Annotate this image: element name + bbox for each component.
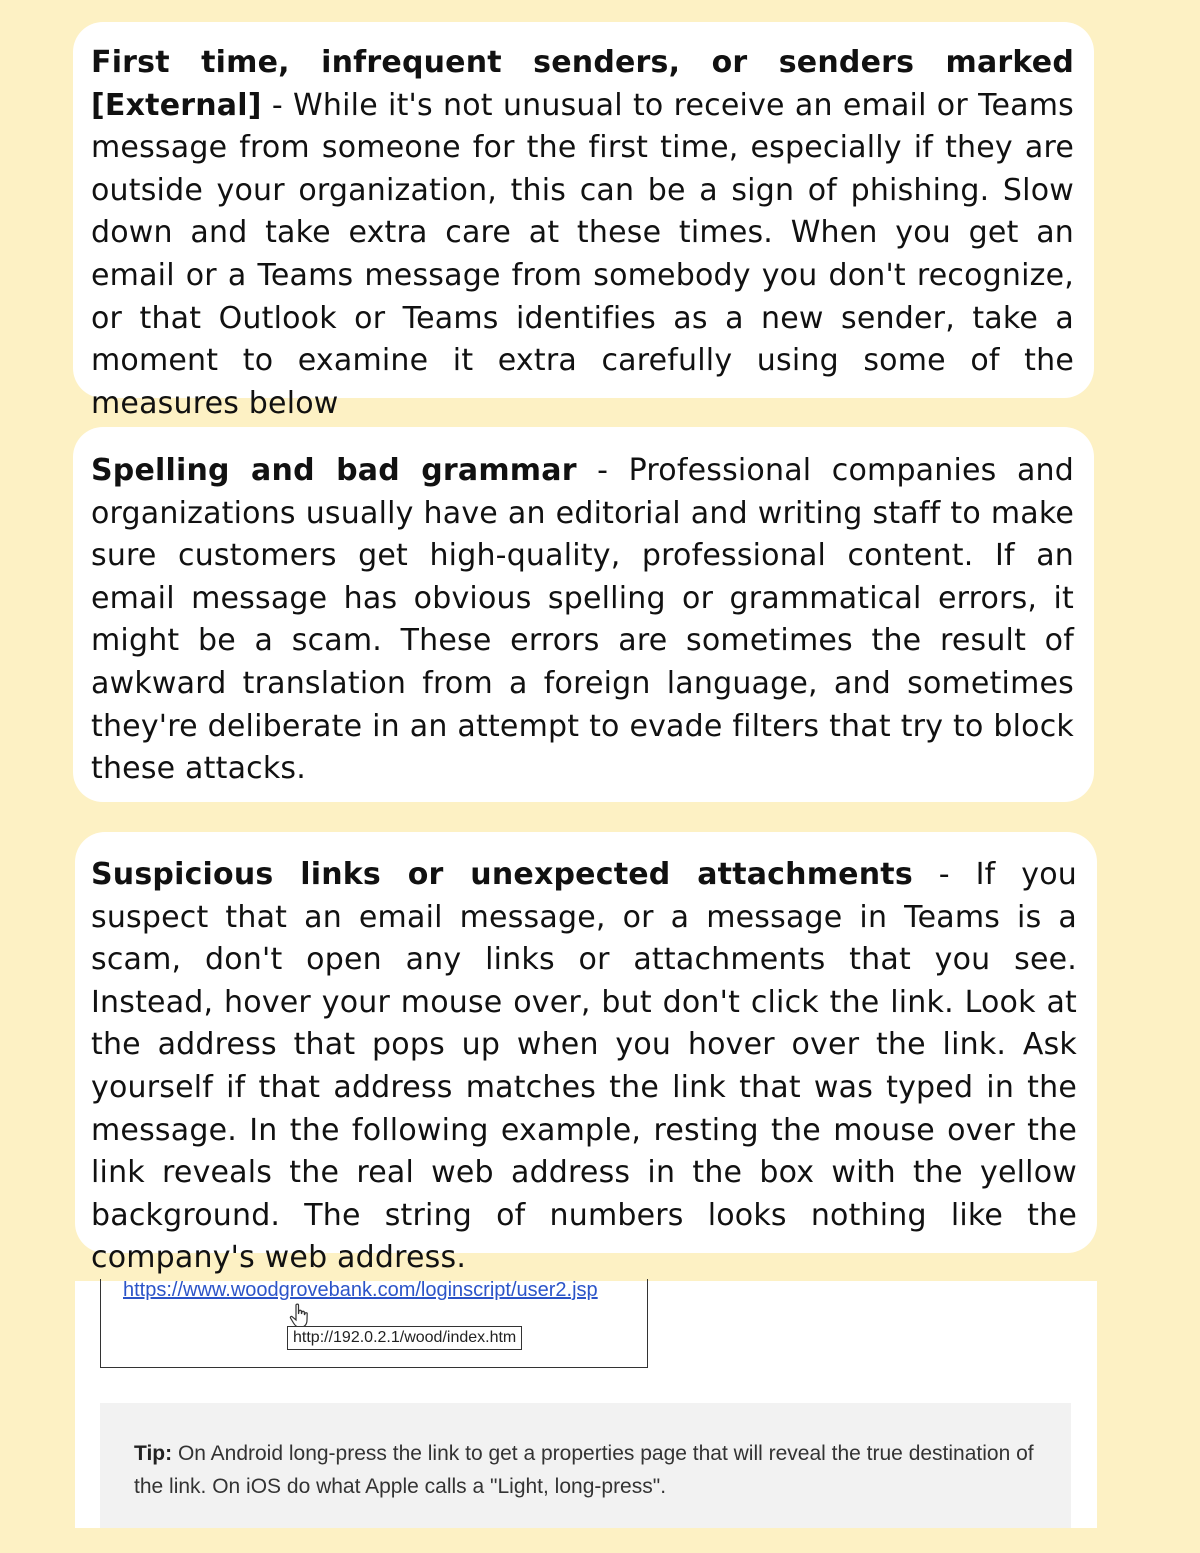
card-spelling-grammar <box>73 427 1094 802</box>
example-link[interactable]: https://www.woodgrovebank.com/loginscript/user2.jsp <box>123 1279 598 1301</box>
heading-spelling-grammar: Spelling and bad grammar <box>91 453 577 488</box>
example-screenshot <box>75 1281 1097 1528</box>
tip-label: Tip: <box>134 1442 173 1465</box>
body-spelling-grammar: - Professional companies and organizations usually have an editorial and writing staff to make sure customers get high-quality, professional content. If an email message has obvious spelling or grammatical errors, it might be a scam. These errors are sometimes the result of awkward translation from a foreign language, and sometimes they're deliberate in an attempt to evade filters that try to block these attacks. <box>91 453 1074 787</box>
paragraph-suspicious-links <box>91 854 1077 1280</box>
body-first-time-senders: - While it's not unusual to receive an email or Teams message from someone for the first time, especially if they are outside your organization, this can be a sign of phishing. Slow down and take extra care at these times. When you get an email or a Teams message from somebody you don't recognize, or that Outlook or Teams identifies as a new sender, take a moment to examine it extra carefully using some of the measures below <box>91 87 1074 421</box>
card-first-time-senders <box>73 22 1094 421</box>
body-suspicious-links: - If you suspect that an email message, or a message in Teams is a scam, don't open any links or attachments that you see. Instead, hover your mouse over, but don't click the link. Look at the address that pops up when you hover over the link. Ask yourself if that address matches the link that was typed in the message. In the following example, resting the mouse over the link reveals the real web address in the box with the yellow background. The string of numbers looks nothing like the company's web address. <box>91 857 1077 1276</box>
example-link-box <box>100 1279 648 1368</box>
paragraph-first-time-senders <box>91 42 1074 425</box>
card-suspicious-links <box>75 832 1097 1276</box>
heading-first-time-senders: First time, infrequent senders, or senders marked [External] <box>91 45 1074 123</box>
hover-tooltip: http://192.0.2.1/wood/index.htm <box>287 1326 522 1350</box>
tip-text: On Android long-press the link to get a properties page that will reveal the true destination of the link. On iOS do what Apple calls a "Light, long-press". <box>134 1442 1034 1498</box>
heading-suspicious-links: Suspicious links or unexpected attachments <box>91 857 913 892</box>
paragraph-spelling-grammar <box>91 450 1074 791</box>
tip-box <box>100 1403 1071 1528</box>
